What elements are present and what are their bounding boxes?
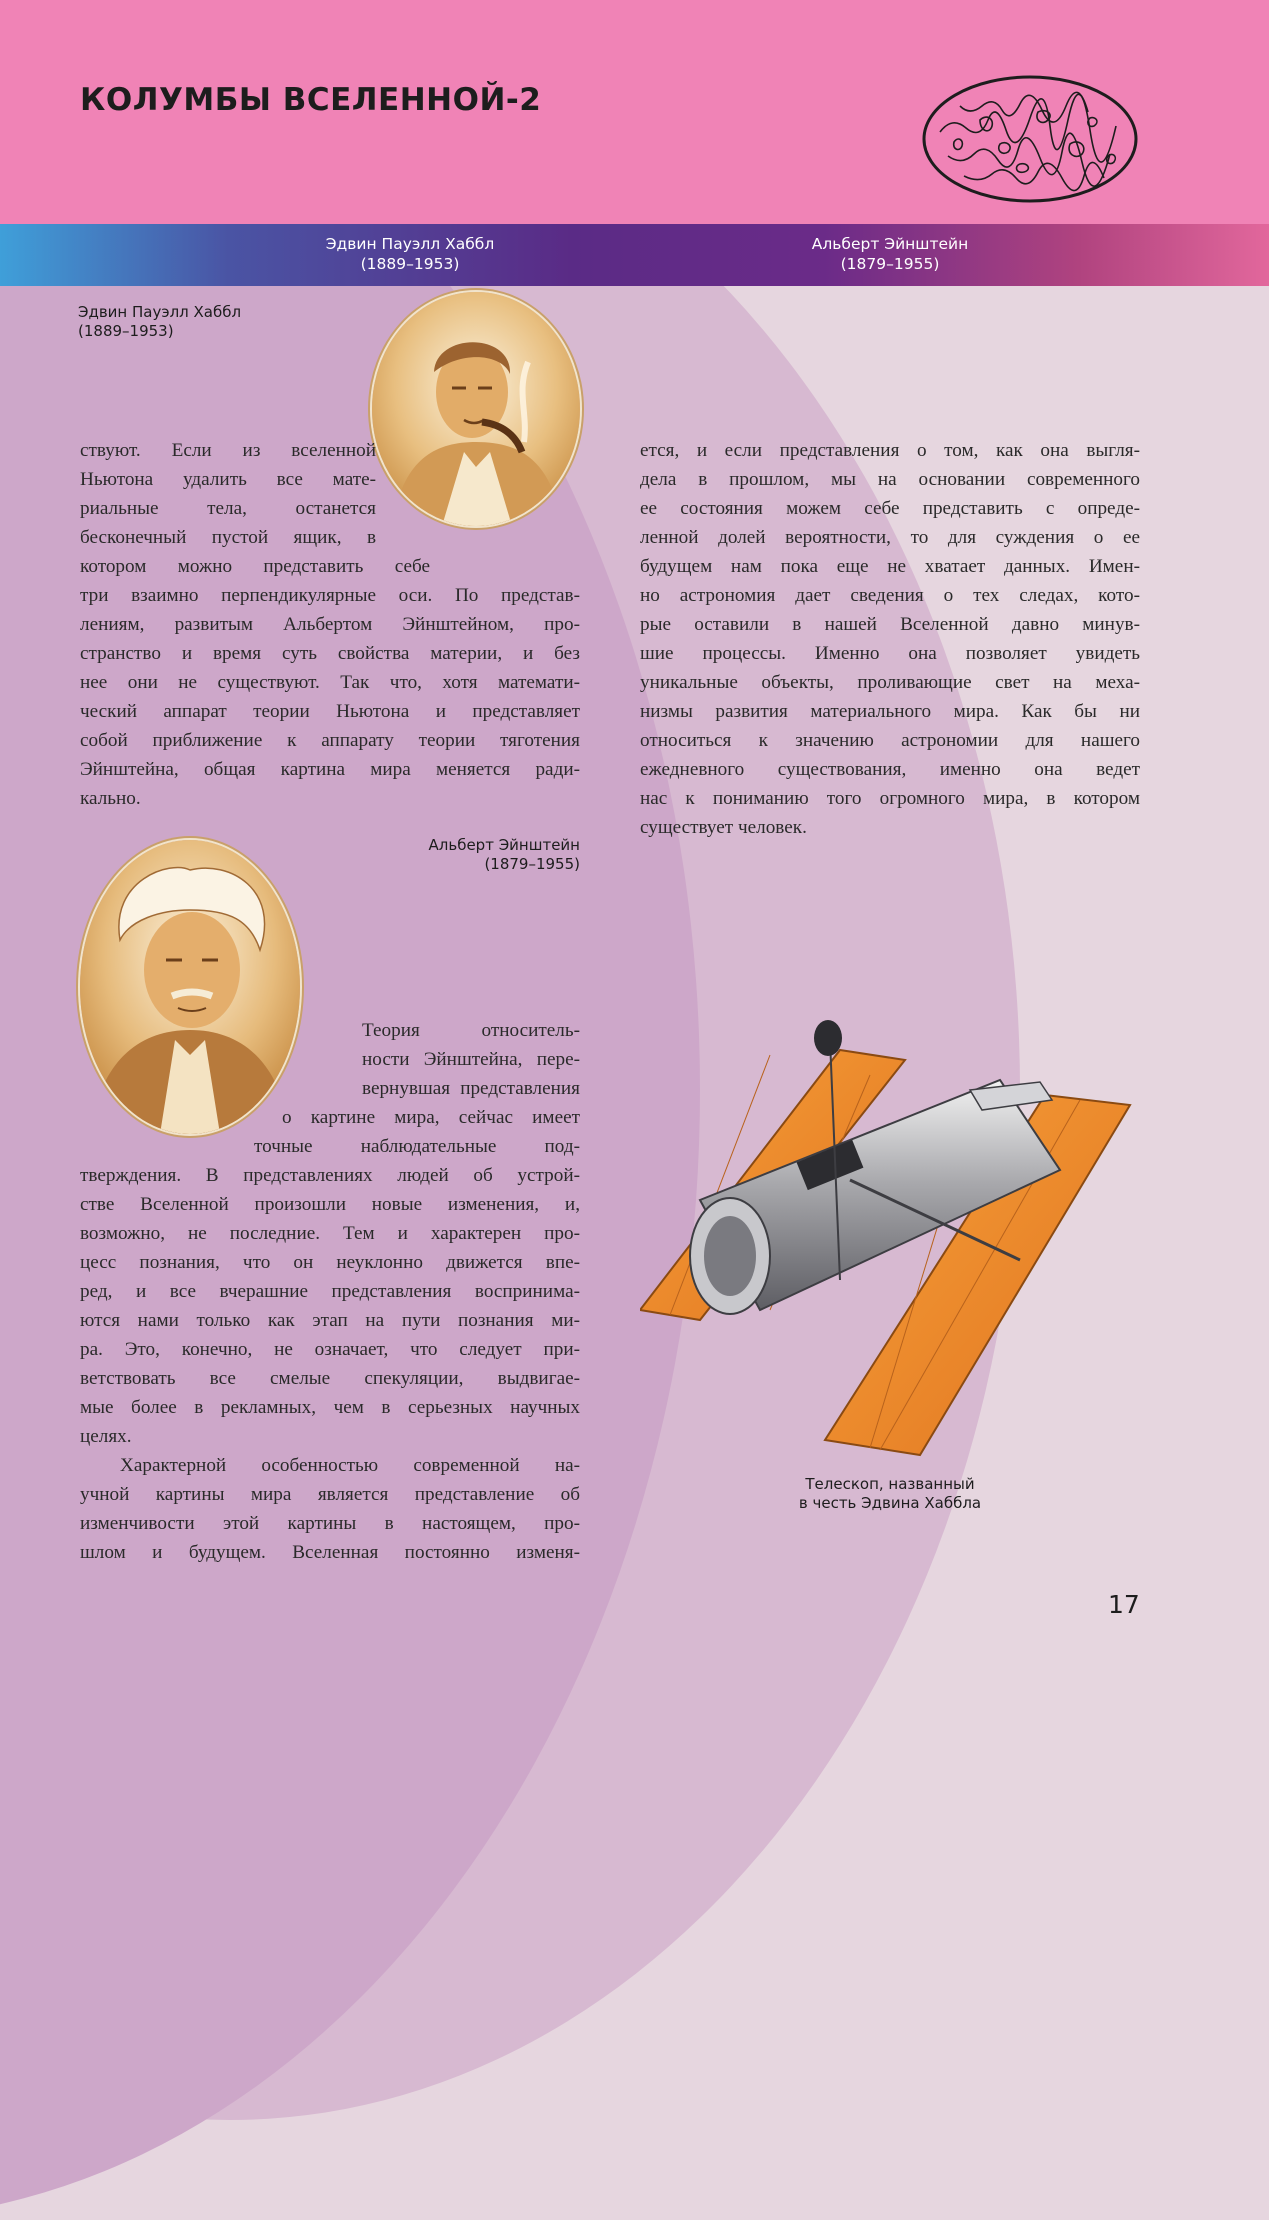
- names-band: [0, 224, 1269, 286]
- page-title: КОЛУМБЫ ВСЕЛЕННОЙ-2: [80, 82, 542, 118]
- cmb-map-icon: [920, 72, 1140, 206]
- band-label-einstein: Альберт Эйнштейн (1879–1955): [811, 235, 969, 273]
- hubble-portrait: [372, 292, 580, 526]
- page-number: 17: [1108, 1590, 1140, 1619]
- page-header: [0, 0, 1269, 224]
- hubble-telescope-illustration: [640, 1020, 1140, 1460]
- telescope-caption: Телескоп, названный в честь Эдвина Хаббла: [798, 1475, 982, 1512]
- left-text-wrap-mid: котором можно представить себе: [80, 556, 430, 577]
- left-text-bottom: Теория относитель- ности Эйнштейна, пере- вернувшая представления о картине мира, сейчас имеет точные наблюдательные под- тверждения. В представлениях людей об устрой- стве Вселенной произошли новые изменения, и, возможно, не последние. Тем и характерен про- цесс познания, что он неуклонно движется впе- ред, и все вчерашние представления воспринима- ются нами только как этап на пути познания ми- ра. Это, конечно, не означает, что следует при- ветствовать все смелые спекуляции, выдвигае- мые более в рекламных, чем в серьезных научных целях. Характерной особенностью современной на- учной картины мира является представление об изменчивости этой картины в настоящем, про- шлом и будущем. Вселенная постоянно изменя-: [80, 1020, 580, 1563]
- band-label-hubble: Эдвин Пауэлл Хаббл (1889–1953): [325, 235, 495, 273]
- right-column-text: ется, и если представления о том, как она выгля- дела в прошлом, мы на основании современного ее состояния можем себе представить с опреде- ленной долей вероятности, то для суждения о ее будущем нам пока еще не хватает данных. Имен- но астрономия дает сведения о тех следах, кото- рые оставили в нашей Вселенной давно минув- шие процессы. Именно она позволяет увидеть уникальные объекты, проливающие свет на меха- низмы развития материального мира. Как бы ни относиться к значению астрономии для нашего ежедневного существования, именно она ведет нас к пониманию того огромного мира, в котором существует человек.: [640, 440, 1140, 838]
- left-text-wrap-top: ствуют. Если из вселенной Ньютона удалить все мате- риальные тела, останется бесконечный пустой ящик, в: [80, 440, 376, 548]
- left-text-full-top: три взаимно перпендикулярные оси. По представ- лениям, развитым Альбертом Эйнштейном, про- странство и время суть свойства материи, и без нее они не существуют. Так что, хотя математи- ческий аппарат теории Ньютона и представляет собой приближение к аппарату теории тяготения Эйнштейна, общая картина мира меняется ради- кально.: [80, 585, 580, 809]
- hubble-caption: Эдвин Пауэлл Хаббл (1889–1953): [78, 303, 242, 340]
- einstein-caption: Альберт Эйнштейн (1879–1955): [428, 836, 580, 873]
